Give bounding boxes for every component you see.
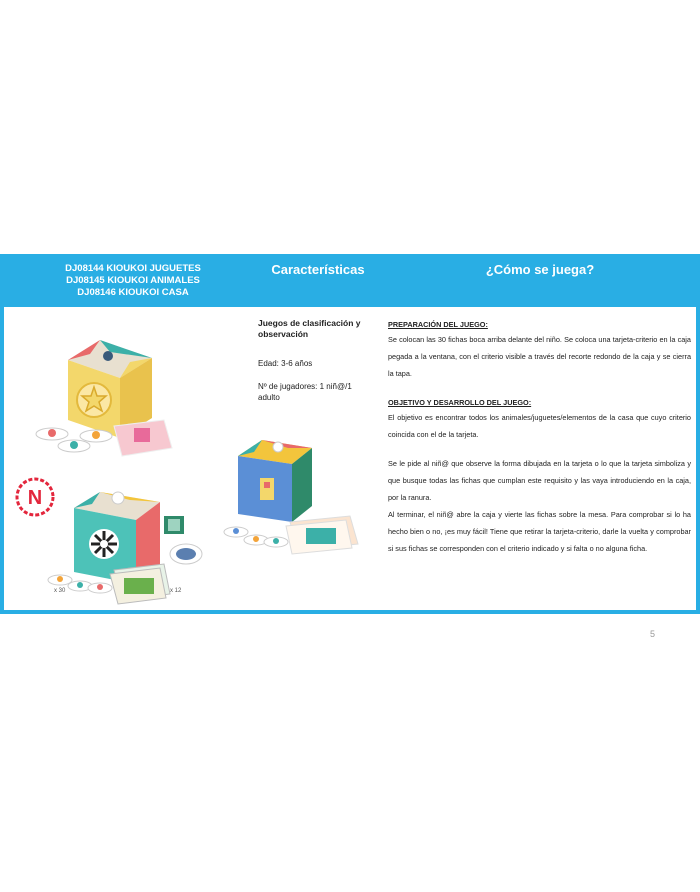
page-number: 5: [650, 629, 656, 639]
product-codes: [48, 263, 218, 299]
product-code: DJ08146 KIOUKOI CASA: [77, 287, 189, 298]
paragraph-objetivo: El objetivo es encontrar todos los animales/juguetes/elementos de la casa que cuyo criterio coincida con el de la tarjeta.: [388, 413, 691, 439]
product-code: DJ08145 KIOUKOI ANIMALES: [66, 275, 200, 286]
product-code: DJ08144 KIOUKOI JUGUETES: [65, 263, 201, 274]
caracteristicas-column: [258, 318, 373, 415]
heading-caracteristicas: Características: [271, 262, 365, 277]
heading-como-se-juega: ¿Cómo se juega?: [485, 262, 595, 277]
section-heading-preparacion: PREPARACIÓN DEL JUEGO:: [388, 320, 488, 329]
paragraph-preparacion: Se colocan las 30 fichas boca arriba delante del niño. Se coloca una tarjeta-criterio en la caja pegada a la ventana, con el criterio visible a través del recorte redondo de la caja y se cierra la tapa.: [388, 335, 691, 378]
count-fichas-label: x 30: [54, 588, 66, 594]
game-type: Juegos de clasificación y observación: [258, 318, 361, 339]
frame-border-bottom: [0, 610, 700, 614]
new-badge-letter: N: [27, 487, 43, 509]
paragraph-comprobacion: Al terminar, el niñ@ abre la caja y vierte las fichas sobre la mesa. Para comprobar si lo ha hecho bien o no, ¡es muy fácil! Tiene que retirar la tarjeta-criterio, darle la vuelta y comprobar si sus fichas se corresponden con el criterio indicado y si falta o no alguna ficha.: [388, 510, 691, 553]
animals-pieces-illustration: [44, 560, 204, 608]
section-heading-objetivo: OBJETIVO Y DESARROLLO DEL JUEGO:: [388, 398, 532, 407]
frame-border-right: [696, 254, 700, 614]
frame-border-left: [0, 254, 4, 614]
player-count: Nº de jugadores: 1 niñ@/1 adulto: [258, 382, 352, 402]
new-badge-icon: [14, 476, 56, 518]
how-to-play-column: [388, 316, 691, 557]
toys-cards-illustration: [24, 414, 174, 464]
age-range: Edad: 3-6 años: [258, 359, 313, 368]
header-bar: [0, 254, 700, 307]
paragraph-instrucciones: Se le pide al niñ@ que observe la forma dibujada en la tarjeta o lo que la tarjeta simboliza y que busque todas las fichas que cumplan este requisito y las vaya introduciendo en la caja, por la ranura.: [388, 459, 691, 502]
count-tarjetas-label: x 12: [170, 588, 182, 594]
house-pieces-illustration: [220, 512, 380, 562]
product-sheet: [0, 254, 700, 614]
